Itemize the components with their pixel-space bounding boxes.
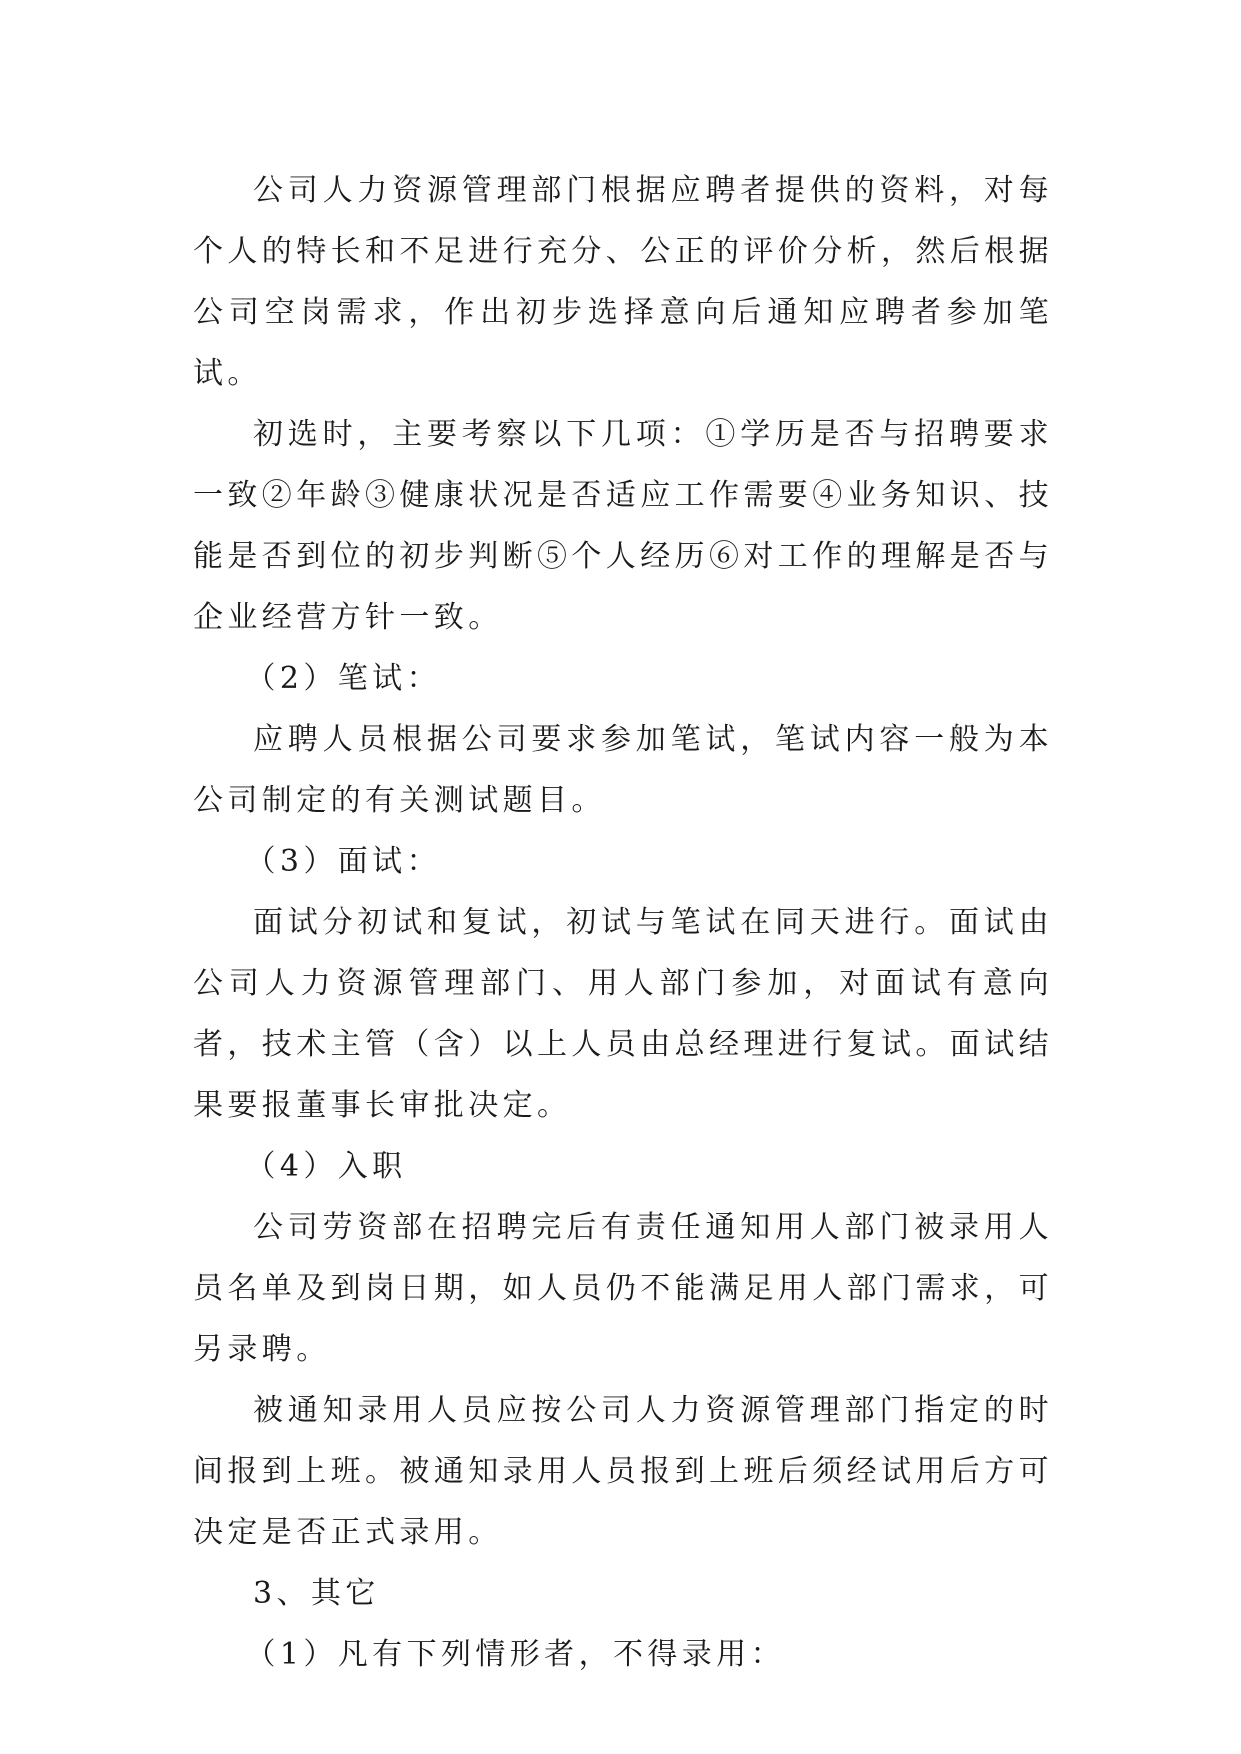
- heading-other: 3、其它: [253, 1576, 380, 1611]
- document-body: [193, 160, 1053, 1685]
- paragraph-interview: 面试分初试和复试，初试与笔试在同天进行。面试由公司人力资源管理部门、用人部门参加，对面试有意向者，技术主管（含）以上人员由总经理进行复试。面试结果要报董事长审批决定。: [193, 905, 1053, 1123]
- paragraph-initial-screening: 公司人力资源管理部门根据应聘者提供的资料，对每个人的特长和不足进行充分、公正的评价分析，然后根据公司空岗需求，作出初步选择意向后通知应聘者参加笔试。: [193, 173, 1053, 391]
- heading-onboarding: （4）入职: [245, 1149, 407, 1184]
- paragraph-screening-criteria: 初选时，主要考察以下几项：①学历是否与招聘要求一致②年龄③健康状况是否适应工作需要④业务知识、技能是否到位的初步判断⑤个人经历⑥对工作的理解是否与企业经营方针一致。: [193, 417, 1053, 635]
- heading-interview: （3）面试：: [245, 844, 441, 879]
- paragraph-onboarding-report: 被通知录用人员应按公司人力资源管理部门指定的时间报到上班。被通知录用人员报到上班后须经试用后方可决定是否正式录用。: [193, 1393, 1053, 1550]
- paragraph-written-test: 应聘人员根据公司要求参加笔试，笔试内容一般为本公司制定的有关测试题目。: [193, 722, 1053, 818]
- paragraph-onboarding-notice: 公司劳资部在招聘完后有责任通知用人部门被录用人员名单及到岗日期，如人员仍不能满足用人部门需求，可另录聘。: [193, 1210, 1053, 1367]
- heading-written-test: （2）笔试：: [245, 661, 441, 696]
- heading-disqualifications: （1）凡有下列情形者，不得录用：: [245, 1637, 785, 1672]
